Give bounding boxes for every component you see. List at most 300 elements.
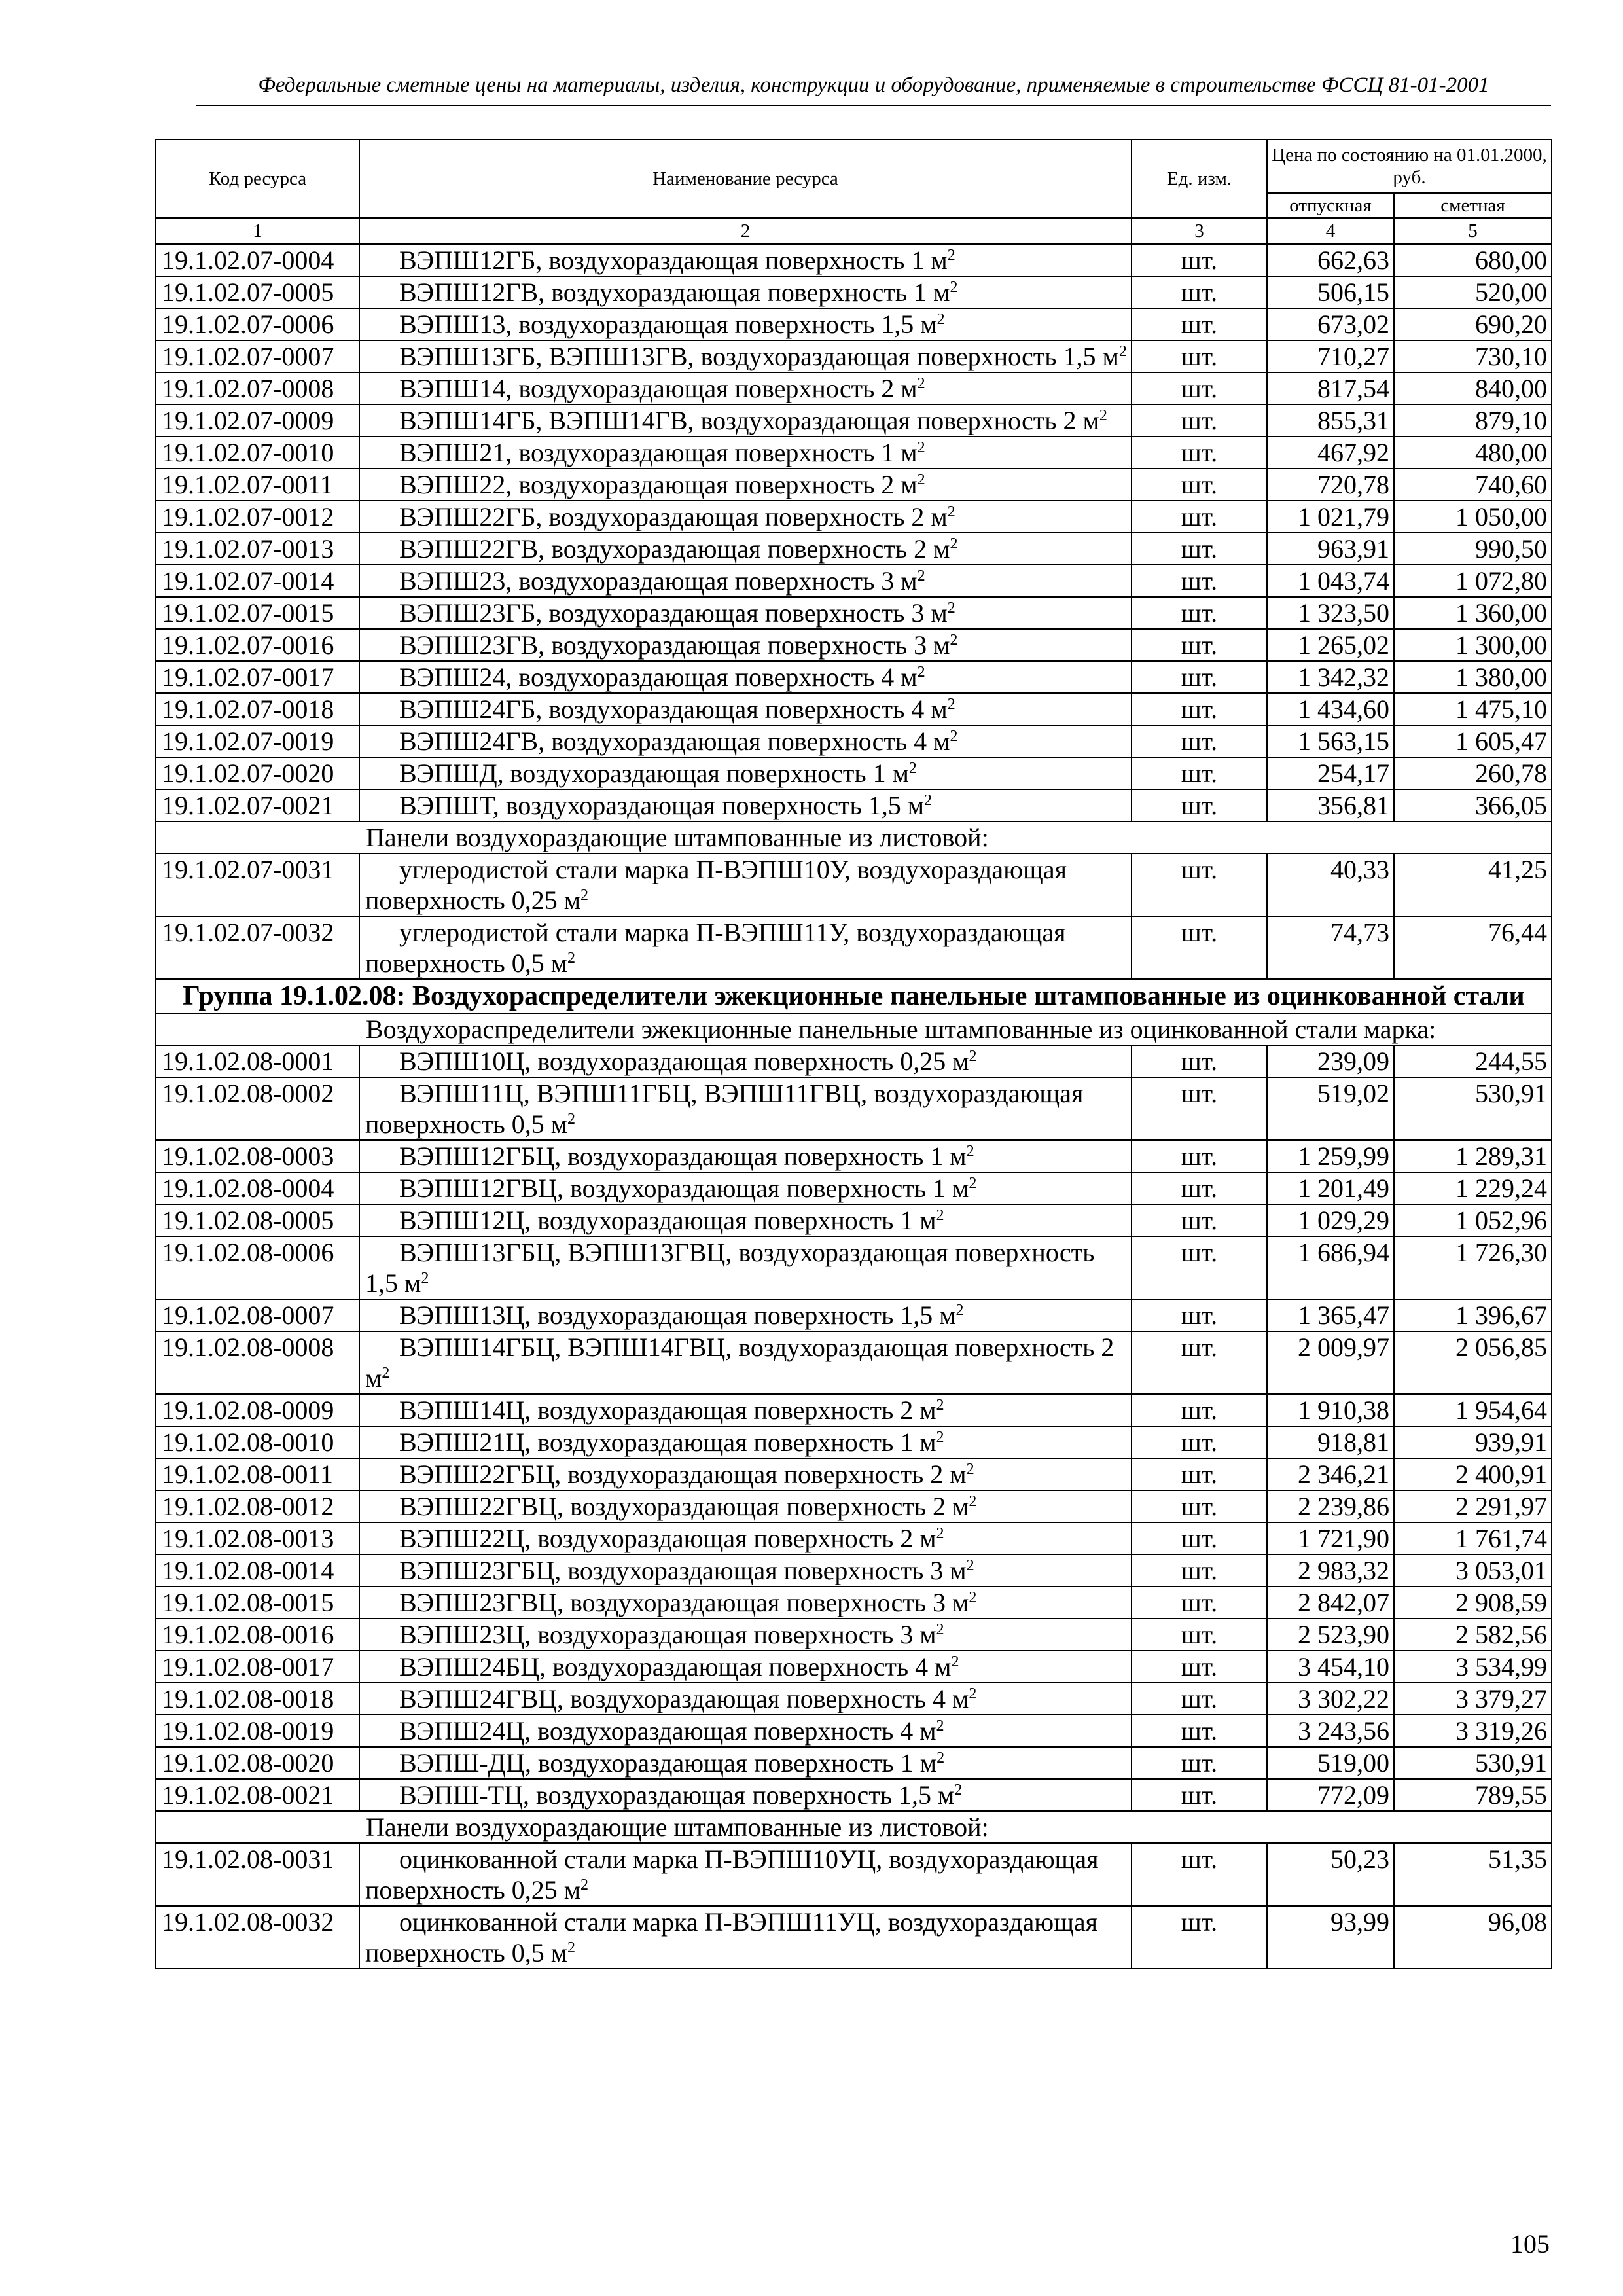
unit: шт.	[1132, 533, 1267, 565]
table-row	[156, 597, 1552, 629]
resource-code: 19.1.02.08-0032	[156, 1906, 359, 1969]
release-price: 239,09	[1267, 1045, 1394, 1077]
unit-superscript: 2	[908, 760, 917, 777]
unit-superscript: 2	[947, 503, 955, 520]
resource-name-text: ВЭПШ14Ц, воздухораздающая поверхность 2 м	[399, 1395, 936, 1425]
resource-name	[359, 693, 1132, 725]
resource-name-text: ВЭПШ12ГБ, воздухораздающая поверхность 1 м	[399, 245, 948, 275]
resource-name-text: ВЭПШ12ГБЦ, воздухораздающая поверхность 1 м	[399, 1141, 967, 1171]
release-price: 254,17	[1267, 757, 1394, 789]
unit: шт.	[1132, 629, 1267, 661]
resource-name-text: ВЭПШ13ГБЦ, ВЭПШ13ГВЦ, воздухораздающая поверхность 1,5 м	[365, 1238, 1095, 1298]
table-row	[156, 501, 1552, 533]
resource-name	[359, 1715, 1132, 1747]
resource-name	[359, 1426, 1132, 1458]
unit: шт.	[1132, 501, 1267, 533]
resource-code: 19.1.02.07-0012	[156, 501, 359, 533]
estimate-price: 1 726,30	[1394, 1236, 1552, 1299]
resource-name-text: ВЭПШ22ГБЦ, воздухораздающая поверхность 2 м	[399, 1460, 967, 1489]
resource-name-text: ВЭПШ-ДЦ, воздухораздающая поверхность 1 м	[399, 1748, 937, 1778]
release-price: 1 910,38	[1267, 1394, 1394, 1426]
release-price: 1 434,60	[1267, 693, 1394, 725]
table-row	[156, 853, 1552, 916]
resource-name-text: ВЭПШ22ГВ, воздухораздающая поверхность 2 м	[399, 534, 950, 564]
unit-superscript: 2	[936, 1621, 944, 1638]
unit: шт.	[1132, 1077, 1267, 1140]
resource-code: 19.1.02.07-0010	[156, 437, 359, 469]
subheader: Панели воздухораздающие штампованные из листовой:	[156, 821, 1552, 853]
unit-superscript: 2	[580, 1876, 589, 1893]
unit: шт.	[1132, 597, 1267, 629]
unit-superscript: 2	[917, 375, 925, 392]
col-number: 3	[1132, 218, 1267, 244]
unit: шт.	[1132, 1554, 1267, 1587]
release-price: 50,23	[1267, 1843, 1394, 1906]
unit: шт.	[1132, 308, 1267, 340]
resource-name	[359, 404, 1132, 437]
unit: шт.	[1132, 1236, 1267, 1299]
unit-superscript: 2	[936, 1397, 944, 1414]
release-price: 1 365,47	[1267, 1299, 1394, 1331]
resource-code: 19.1.02.07-0018	[156, 693, 359, 725]
resource-name	[359, 629, 1132, 661]
estimate-price: 1 605,47	[1394, 725, 1552, 757]
resource-code: 19.1.02.08-0012	[156, 1490, 359, 1522]
unit-superscript: 2	[917, 567, 925, 584]
resource-name	[359, 308, 1132, 340]
resource-name	[359, 597, 1132, 629]
unit-superscript: 2	[917, 471, 925, 488]
table-row	[156, 725, 1552, 757]
resource-name	[359, 1299, 1132, 1331]
estimate-price: 1 475,10	[1394, 693, 1552, 725]
release-price: 2 346,21	[1267, 1458, 1394, 1490]
unit: шт.	[1132, 244, 1267, 276]
resource-name-text: оцинкованной стали марка П-ВЭПШ10УЦ, воздухораздающая поверхность 0,25 м	[365, 1844, 1099, 1905]
resource-code: 19.1.02.08-0008	[156, 1331, 359, 1394]
resource-code: 19.1.02.07-0013	[156, 533, 359, 565]
table-row	[156, 1426, 1552, 1458]
resource-name	[359, 1683, 1132, 1715]
release-price: 2 842,07	[1267, 1587, 1394, 1619]
release-price: 2 983,32	[1267, 1554, 1394, 1587]
resource-code: 19.1.02.08-0003	[156, 1140, 359, 1172]
unit: шт.	[1132, 661, 1267, 693]
resource-name	[359, 1843, 1132, 1906]
resource-name-text: ВЭПШ22ГБ, воздухораздающая поверхность 2 м	[399, 502, 948, 531]
estimate-price: 244,55	[1394, 1045, 1552, 1077]
table-row	[156, 916, 1552, 979]
release-price: 1 201,49	[1267, 1172, 1394, 1204]
resource-name-text: ВЭПШТ, воздухораздающая поверхность 1,5 м	[399, 791, 925, 820]
resource-name-text: ВЭПШ14, воздухораздающая поверхность 2 м	[399, 374, 918, 403]
resource-name	[359, 1554, 1132, 1587]
header-rule	[196, 105, 1551, 106]
unit: шт.	[1132, 1394, 1267, 1426]
resource-name-text: ВЭПШ11Ц, ВЭПШ11ГБЦ, ВЭПШ11ГВЦ, воздухораздающая поверхность 0,5 м	[365, 1079, 1084, 1139]
resource-code: 19.1.02.08-0011	[156, 1458, 359, 1490]
unit-superscript: 2	[917, 664, 925, 681]
estimate-price: 41,25	[1394, 853, 1552, 916]
release-price: 1 342,32	[1267, 661, 1394, 693]
unit-superscript: 2	[580, 887, 589, 904]
col-header-code: Код ресурса	[156, 139, 359, 218]
table-row	[156, 1077, 1552, 1140]
resource-code: 19.1.02.08-0015	[156, 1587, 359, 1619]
resource-code: 19.1.02.08-0010	[156, 1426, 359, 1458]
resource-name	[359, 1236, 1132, 1299]
resource-name	[359, 1619, 1132, 1651]
release-price: 673,02	[1267, 308, 1394, 340]
col-header-name: Наименование ресурса	[359, 139, 1132, 218]
unit: шт.	[1132, 1715, 1267, 1747]
resource-code: 19.1.02.07-0016	[156, 629, 359, 661]
unit: шт.	[1132, 853, 1267, 916]
resource-name-text: оцинкованной стали марка П-ВЭПШ11УЦ, воздухораздающая поверхность 0,5 м	[365, 1907, 1098, 1967]
resource-code: 19.1.02.08-0021	[156, 1779, 359, 1811]
resource-name-text: ВЭПШ24ГВЦ, воздухораздающая поверхность 4 м	[399, 1684, 969, 1713]
resource-name-text: ВЭПШ22Ц, воздухораздающая поверхность 2 м	[399, 1524, 936, 1553]
estimate-price: 96,08	[1394, 1906, 1552, 1969]
table-row	[156, 1619, 1552, 1651]
table-row	[156, 1843, 1552, 1906]
release-price: 1 563,15	[1267, 725, 1394, 757]
unit: шт.	[1132, 276, 1267, 308]
unit: шт.	[1132, 789, 1267, 821]
release-price: 40,33	[1267, 853, 1394, 916]
release-price: 74,73	[1267, 916, 1394, 979]
resource-name	[359, 244, 1132, 276]
table-row	[156, 1683, 1552, 1715]
resource-code: 19.1.02.07-0019	[156, 725, 359, 757]
table-row	[156, 372, 1552, 404]
estimate-price: 2 908,59	[1394, 1587, 1552, 1619]
table-row	[156, 1906, 1552, 1969]
col-number: 1	[156, 218, 359, 244]
resource-name	[359, 725, 1132, 757]
unit-superscript: 2	[966, 1461, 974, 1478]
table-row	[156, 1140, 1552, 1172]
table-row	[156, 1236, 1552, 1299]
unit-superscript: 2	[950, 632, 958, 649]
unit-superscript: 2	[966, 1557, 974, 1574]
resource-name-text: ВЭПШ10Ц, воздухораздающая поверхность 0,25 м	[399, 1047, 969, 1076]
unit-superscript: 2	[966, 1143, 974, 1160]
table-row	[156, 1651, 1552, 1683]
resource-name	[359, 1651, 1132, 1683]
resource-name	[359, 1747, 1132, 1779]
resource-name-text: ВЭПШ21, воздухораздающая поверхность 1 м	[399, 438, 918, 467]
estimate-price: 990,50	[1394, 533, 1552, 565]
resource-name-text: ВЭПШ-ТЦ, воздухораздающая поверхность 1,5 м	[399, 1780, 955, 1810]
resource-name	[359, 916, 1132, 979]
estimate-price: 260,78	[1394, 757, 1552, 789]
resource-name	[359, 757, 1132, 789]
estimate-price: 76,44	[1394, 916, 1552, 979]
estimate-price: 3 319,26	[1394, 1715, 1552, 1747]
unit-superscript: 2	[936, 311, 945, 328]
resource-name	[359, 501, 1132, 533]
release-price: 3 454,10	[1267, 1651, 1394, 1683]
table-row	[156, 244, 1552, 276]
unit: шт.	[1132, 1140, 1267, 1172]
unit-superscript: 2	[969, 1589, 977, 1606]
resource-name-text: ВЭПШ12ГВЦ, воздухораздающая поверхность 1 м	[399, 1174, 969, 1203]
resource-name	[359, 1458, 1132, 1490]
unit: шт.	[1132, 1045, 1267, 1077]
release-price: 918,81	[1267, 1426, 1394, 1458]
unit: шт.	[1132, 1619, 1267, 1651]
unit: шт.	[1132, 1299, 1267, 1331]
unit: шт.	[1132, 565, 1267, 597]
resource-code: 19.1.02.08-0009	[156, 1394, 359, 1426]
release-price: 1 259,99	[1267, 1140, 1394, 1172]
estimate-price: 520,00	[1394, 276, 1552, 308]
resource-code: 19.1.02.07-0009	[156, 404, 359, 437]
release-price: 93,99	[1267, 1906, 1394, 1969]
table-row	[156, 1299, 1552, 1331]
resource-name-text: ВЭПШ24БЦ, воздухораздающая поверхность 4 м	[399, 1652, 952, 1681]
resource-name	[359, 1779, 1132, 1811]
table-row	[156, 1587, 1552, 1619]
resource-name-text: ВЭПШ13, воздухораздающая поверхность 1,5 м	[399, 310, 937, 339]
resource-code: 19.1.02.07-0032	[156, 916, 359, 979]
estimate-price: 530,91	[1394, 1747, 1552, 1779]
resource-code: 19.1.02.07-0007	[156, 340, 359, 372]
resource-code: 19.1.02.08-0007	[156, 1299, 359, 1331]
estimate-price: 730,10	[1394, 340, 1552, 372]
estimate-price: 1 072,80	[1394, 565, 1552, 597]
table-row	[156, 533, 1552, 565]
resource-code: 19.1.02.07-0017	[156, 661, 359, 693]
resource-name	[359, 853, 1132, 916]
release-price: 1 323,50	[1267, 597, 1394, 629]
table-row	[156, 1522, 1552, 1554]
estimate-price: 1 229,24	[1394, 1172, 1552, 1204]
table-row	[156, 1458, 1552, 1490]
estimate-price: 2 582,56	[1394, 1619, 1552, 1651]
release-price: 3 243,56	[1267, 1715, 1394, 1747]
resource-code: 19.1.02.08-0001	[156, 1045, 359, 1077]
estimate-price: 879,10	[1394, 404, 1552, 437]
resource-code: 19.1.02.08-0002	[156, 1077, 359, 1140]
release-price: 720,78	[1267, 469, 1394, 501]
table-row	[156, 1045, 1552, 1077]
resource-code: 19.1.02.08-0016	[156, 1619, 359, 1651]
resource-name-text: ВЭПШ23ГВЦ, воздухораздающая поверхность 3 м	[399, 1588, 969, 1617]
release-price: 1 265,02	[1267, 629, 1394, 661]
table-row	[156, 469, 1552, 501]
estimate-price: 2 056,85	[1394, 1331, 1552, 1394]
table-row	[156, 1204, 1552, 1236]
resource-name	[359, 372, 1132, 404]
subheader: Панели воздухораздающие штампованные из листовой:	[156, 1811, 1552, 1843]
unit-superscript: 2	[969, 1175, 977, 1192]
unit: шт.	[1132, 1490, 1267, 1522]
table-row	[156, 437, 1552, 469]
resource-name	[359, 276, 1132, 308]
unit: шт.	[1132, 1458, 1267, 1490]
resource-name-text: ВЭПШ13Ц, воздухораздающая поверхность 1,5 м	[399, 1300, 956, 1330]
resource-name-text: ВЭПШ24ГВ, воздухораздающая поверхность 4 м	[399, 726, 950, 756]
table-row	[156, 404, 1552, 437]
resource-name-text: ВЭПШ22ГВЦ, воздухораздающая поверхность 2 м	[399, 1492, 969, 1521]
unit: шт.	[1132, 469, 1267, 501]
resource-code: 19.1.02.07-0006	[156, 308, 359, 340]
group-row	[156, 979, 1552, 1013]
release-price: 2 523,90	[1267, 1619, 1394, 1651]
resource-name	[359, 1906, 1132, 1969]
resource-name	[359, 1172, 1132, 1204]
estimate-price: 1 289,31	[1394, 1140, 1552, 1172]
estimate-price: 3 053,01	[1394, 1554, 1552, 1587]
table-row	[156, 1779, 1552, 1811]
resource-name-text: ВЭПШ23ГВ, воздухораздающая поверхность 3 м	[399, 630, 950, 660]
unit-superscript: 2	[969, 1048, 977, 1065]
subheader-row	[156, 1811, 1552, 1843]
unit: шт.	[1132, 372, 1267, 404]
unit-superscript: 2	[969, 1493, 977, 1510]
estimate-price: 1 300,00	[1394, 629, 1552, 661]
estimate-price: 1 396,67	[1394, 1299, 1552, 1331]
unit-superscript: 2	[947, 600, 955, 617]
resource-name	[359, 789, 1132, 821]
estimate-price: 1 052,96	[1394, 1204, 1552, 1236]
resource-name	[359, 340, 1132, 372]
unit-superscript: 2	[421, 1270, 429, 1287]
release-price: 963,91	[1267, 533, 1394, 565]
unit-superscript: 2	[954, 1782, 963, 1799]
unit-superscript: 2	[969, 1685, 977, 1702]
resource-name-text: углеродистой стали марка П-ВЭПШ10У, воздухораздающая поверхность 0,25 м	[365, 855, 1067, 915]
resource-name	[359, 1204, 1132, 1236]
estimate-price: 690,20	[1394, 308, 1552, 340]
table-row	[156, 789, 1552, 821]
subheader-row	[156, 821, 1552, 853]
unit: шт.	[1132, 1683, 1267, 1715]
release-price: 772,09	[1267, 1779, 1394, 1811]
resource-code: 19.1.02.08-0004	[156, 1172, 359, 1204]
estimate-price: 1 360,00	[1394, 597, 1552, 629]
unit-superscript: 2	[917, 439, 925, 456]
col-number: 5	[1394, 218, 1552, 244]
resource-name-text: ВЭПШ12ГВ, воздухораздающая поверхность 1 м	[399, 278, 950, 307]
estimate-price: 51,35	[1394, 1843, 1552, 1906]
release-price: 1 686,94	[1267, 1236, 1394, 1299]
resource-name-text: ВЭПШД, воздухораздающая поверхность 1 м	[399, 759, 909, 788]
resource-name-text: ВЭПШ23, воздухораздающая поверхность 3 м	[399, 566, 918, 596]
release-price: 710,27	[1267, 340, 1394, 372]
resource-name	[359, 1140, 1132, 1172]
resource-code: 19.1.02.08-0018	[156, 1683, 359, 1715]
running-title: Федеральные сметные цены на материалы, изделия, конструкции и оборудование, применяемые в строительстве ФССЦ 81-01-2001	[258, 73, 1489, 97]
resource-code: 19.1.02.07-0021	[156, 789, 359, 821]
resource-name-text: ВЭПШ24Ц, воздухораздающая поверхность 4 м	[399, 1716, 936, 1746]
resource-name-text: ВЭПШ21Ц, воздухораздающая поверхность 1 м	[399, 1427, 936, 1457]
col-header-unit: Ед. изм.	[1132, 139, 1267, 218]
estimate-price: 530,91	[1394, 1077, 1552, 1140]
price-table	[155, 139, 1552, 1969]
resource-name-text: ВЭПШ14ГБЦ, ВЭПШ14ГВЦ, воздухораздающая поверхность 2 м	[365, 1333, 1115, 1393]
release-price: 2 239,86	[1267, 1490, 1394, 1522]
unit-superscript: 2	[936, 1429, 944, 1446]
table-row	[156, 1490, 1552, 1522]
resource-code: 19.1.02.07-0011	[156, 469, 359, 501]
col-header-price: Цена по состоянию на 01.01.2000, руб.	[1267, 139, 1552, 193]
resource-name	[359, 1587, 1132, 1619]
unit-superscript: 2	[382, 1365, 390, 1382]
resource-name-text: ВЭПШ22, воздухораздающая поверхность 2 м	[399, 470, 918, 499]
unit-superscript: 2	[951, 1653, 959, 1670]
resource-name-text: ВЭПШ13ГБ, ВЭПШ13ГВ, воздухораздающая поверхность 1,5 м	[399, 342, 1119, 371]
unit-superscript: 2	[1118, 343, 1127, 360]
estimate-price: 1 380,00	[1394, 661, 1552, 693]
unit-superscript: 2	[1099, 407, 1107, 424]
resource-code: 19.1.02.08-0031	[156, 1843, 359, 1906]
table-row	[156, 757, 1552, 789]
resource-name	[359, 1490, 1132, 1522]
unit-superscript: 2	[936, 1207, 944, 1224]
table-row	[156, 693, 1552, 725]
unit: шт.	[1132, 916, 1267, 979]
resource-name-text: ВЭПШ24ГБ, воздухораздающая поверхность 4 м	[399, 694, 948, 724]
unit-superscript: 2	[950, 535, 958, 552]
col-number: 4	[1267, 218, 1394, 244]
unit-superscript: 2	[924, 792, 933, 809]
resource-name	[359, 1522, 1132, 1554]
unit: шт.	[1132, 340, 1267, 372]
unit: шт.	[1132, 725, 1267, 757]
unit: шт.	[1132, 1747, 1267, 1779]
unit: шт.	[1132, 1331, 1267, 1394]
table-row	[156, 1715, 1552, 1747]
release-price: 519,00	[1267, 1747, 1394, 1779]
resource-code: 19.1.02.07-0015	[156, 597, 359, 629]
resource-name-text: ВЭПШ24, воздухораздающая поверхность 4 м	[399, 662, 918, 692]
unit-superscript: 2	[950, 279, 958, 296]
unit-superscript: 2	[936, 1717, 944, 1734]
resource-name	[359, 661, 1132, 693]
estimate-price: 1 954,64	[1394, 1394, 1552, 1426]
estimate-price: 939,91	[1394, 1426, 1552, 1458]
resource-code: 19.1.02.07-0020	[156, 757, 359, 789]
unit: шт.	[1132, 1779, 1267, 1811]
resource-name	[359, 469, 1132, 501]
subheader-row	[156, 1013, 1552, 1045]
resource-code: 19.1.02.07-0005	[156, 276, 359, 308]
release-price: 1 721,90	[1267, 1522, 1394, 1554]
resource-code: 19.1.02.08-0006	[156, 1236, 359, 1299]
estimate-price: 480,00	[1394, 437, 1552, 469]
unit: шт.	[1132, 1587, 1267, 1619]
resource-name	[359, 1331, 1132, 1394]
estimate-price: 3 379,27	[1394, 1683, 1552, 1715]
unit: шт.	[1132, 1843, 1267, 1906]
table-row	[156, 308, 1552, 340]
release-price: 1 043,74	[1267, 565, 1394, 597]
estimate-price: 740,60	[1394, 469, 1552, 501]
resource-name	[359, 1077, 1132, 1140]
resource-code: 19.1.02.08-0014	[156, 1554, 359, 1587]
resource-name-text: ВЭПШ23ГБЦ, воздухораздающая поверхность 3 м	[399, 1556, 967, 1585]
resource-code: 19.1.02.07-0008	[156, 372, 359, 404]
table-row	[156, 629, 1552, 661]
unit-superscript: 2	[950, 728, 958, 745]
resource-name-text: ВЭПШ12Ц, воздухораздающая поверхность 1 м	[399, 1206, 936, 1235]
release-price: 519,02	[1267, 1077, 1394, 1140]
unit-superscript: 2	[567, 1111, 576, 1128]
release-price: 467,92	[1267, 437, 1394, 469]
